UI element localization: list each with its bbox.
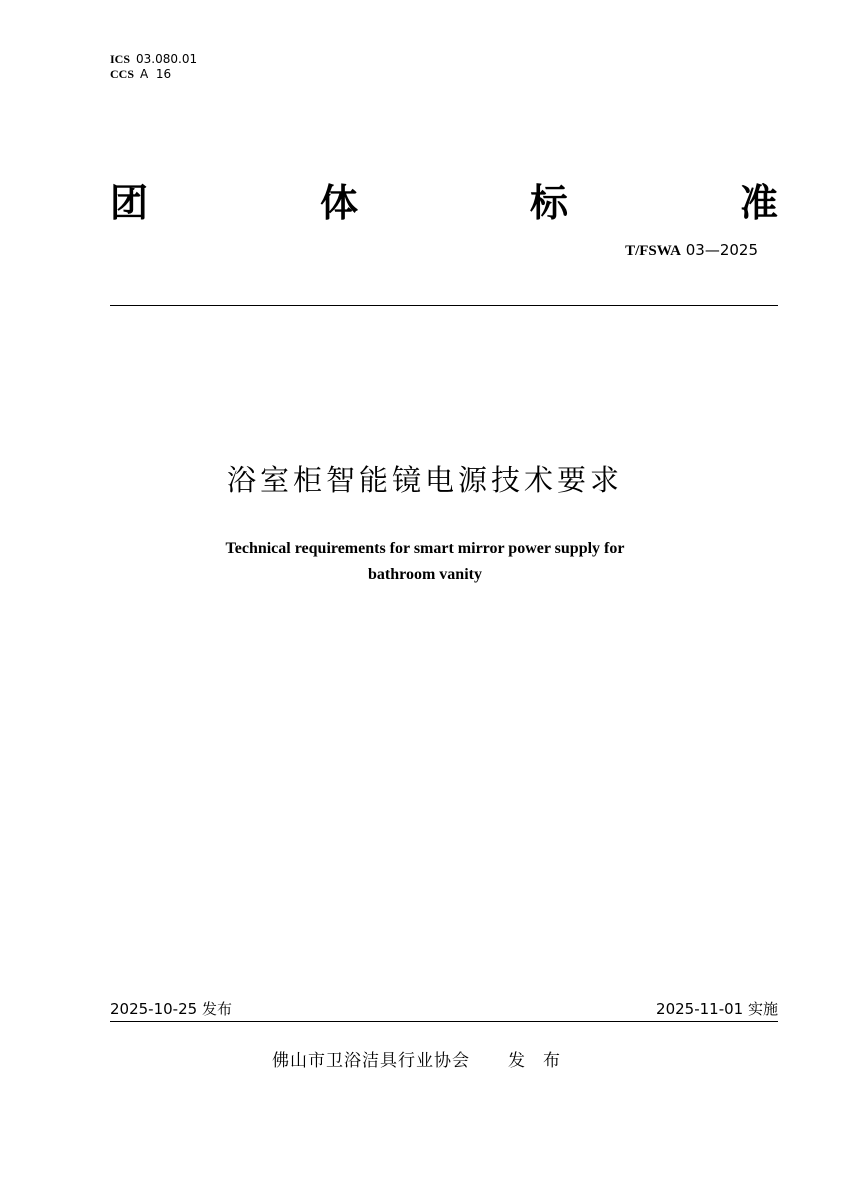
chinese-title: 浴室柜智能镜电源技术要求	[226, 463, 623, 497]
top-divider	[110, 305, 778, 306]
standard-code-number: 03—2025	[685, 241, 758, 259]
english-title-line-1: Technical requirements for smart mirror power supply for	[225, 540, 625, 557]
standard-type-char-1: 团	[110, 181, 149, 225]
standard-type-heading	[110, 178, 778, 228]
classification-codes	[110, 52, 197, 82]
issue-action: 发布	[508, 1051, 578, 1071]
standard-type-char-3: 标	[529, 181, 568, 225]
english-title-line-2: bathroom vanity	[368, 566, 482, 583]
ccs-value: A 16	[140, 67, 172, 81]
implement-date: 2025-11-01 实施	[656, 1000, 778, 1018]
ics-label: ICS	[110, 52, 131, 66]
issuer-line	[0, 1046, 850, 1071]
standard-code	[625, 241, 758, 260]
ics-value: 03.080.01	[136, 52, 198, 66]
standard-type-char-2: 体	[319, 181, 358, 225]
ics-row	[110, 52, 197, 67]
standard-type-char-4: 准	[739, 181, 778, 225]
ccs-label: CCS	[110, 67, 135, 81]
bottom-divider	[110, 1021, 778, 1022]
issuing-organization: 佛山市卫浴洁具行业协会	[272, 1051, 470, 1071]
date-row	[110, 998, 778, 1020]
ccs-row	[110, 67, 197, 82]
publish-date: 2025-10-25 发布	[110, 1000, 232, 1018]
english-title	[150, 536, 700, 588]
standard-code-prefix: T/FSWA	[625, 243, 681, 259]
